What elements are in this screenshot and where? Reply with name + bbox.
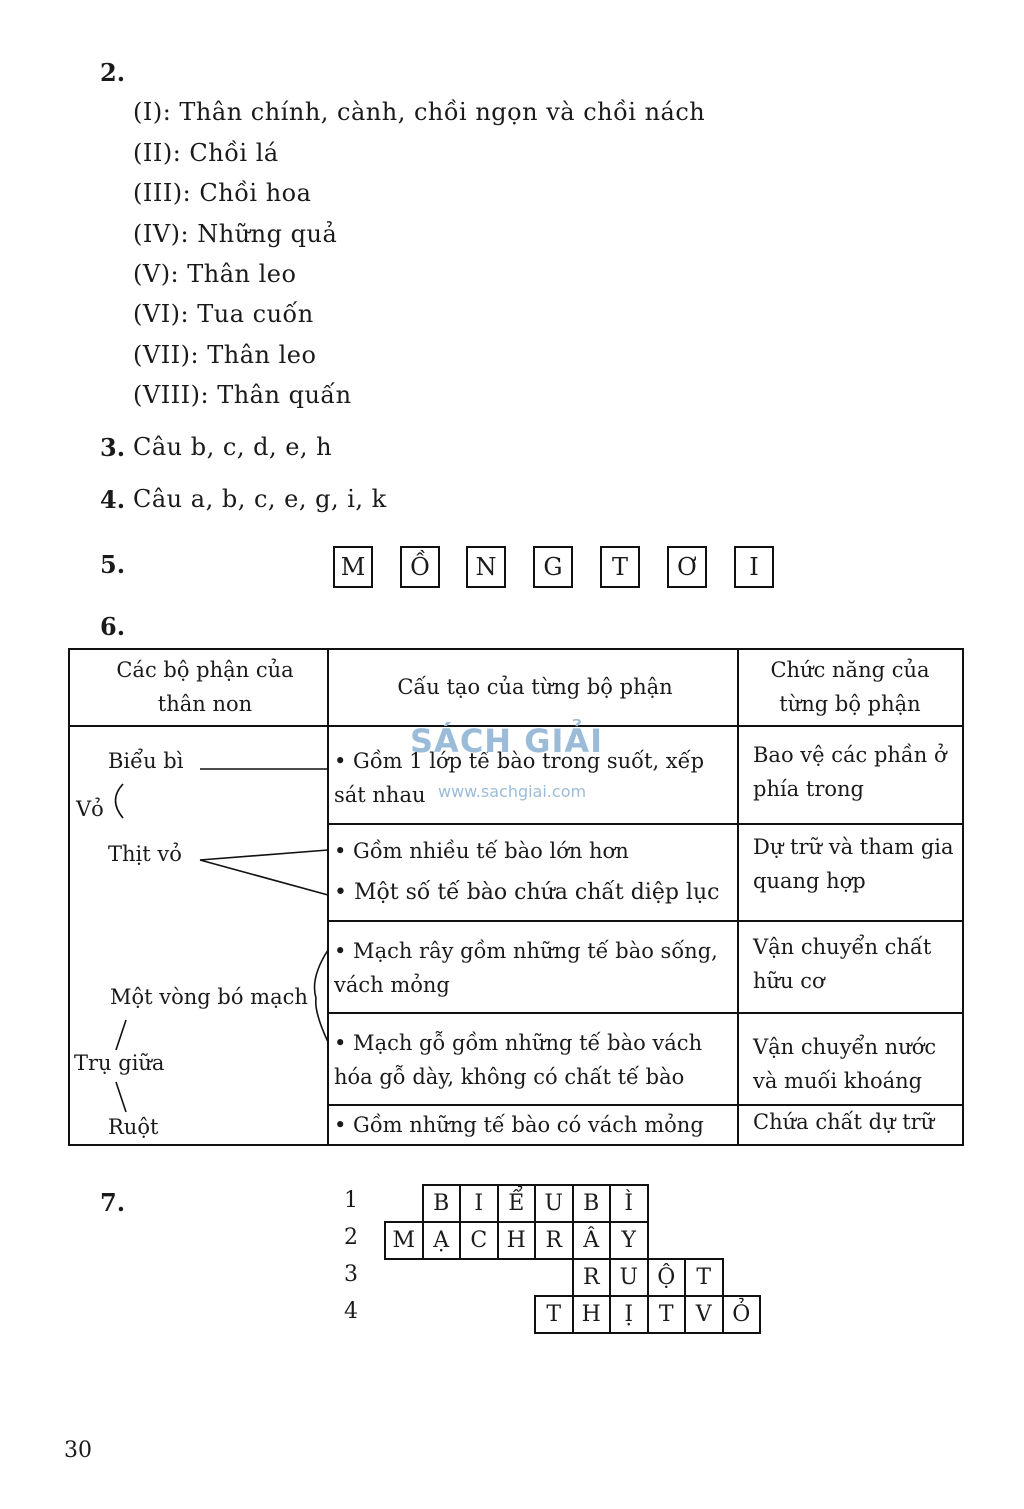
crossword-cell: B — [422, 1184, 462, 1223]
structure-ruot: • Gồm những tế bào có vách mỏng — [334, 1113, 704, 1137]
q2-line-2: (II): Chồi lá — [133, 139, 279, 167]
q2-line-8: (VIII): Thân quấn — [133, 381, 352, 409]
question-3-number: 3. — [100, 433, 126, 462]
crossword-cell: Â — [572, 1221, 612, 1260]
crossword-cell: Y — [609, 1221, 649, 1260]
header-function: Chức năng của từng bộ phận — [770, 658, 930, 716]
structure-mach-ray: • Mạch rây gồm những tế bào sống, vách mỏng — [334, 939, 718, 997]
q2-line-6: (VI): Tua cuốn — [133, 300, 314, 328]
crossword-cell: H — [497, 1221, 537, 1260]
question-7-number: 7. — [100, 1188, 126, 1217]
watermark-brand: SÁCH GIẢI — [410, 722, 604, 760]
question-4-number: 4. — [100, 485, 126, 514]
q5-letter-box: M — [333, 546, 373, 588]
q2-line-1: (I): Thân chính, cành, chồi ngọn và chồi nách — [133, 98, 706, 126]
crossword-cell: T — [684, 1258, 724, 1297]
structure-mach-go: • Mạch gỗ gồm những tế bào vách hóa gỗ dày, không có chất tế bào — [334, 1031, 703, 1089]
header-parts: Các bộ phận của thân non — [116, 658, 294, 716]
question-5-number: 5. — [100, 550, 126, 579]
q2-line-3: (III): Chồi hoa — [133, 179, 312, 207]
function-ruot: Chứa chất dự trữ — [753, 1110, 935, 1134]
crossword-cell: V — [684, 1295, 724, 1334]
crossword-row-number: 1 — [344, 1188, 358, 1213]
structure-thit-vo-2: • Một số tế bào chứa chất diệp lục — [334, 880, 720, 905]
q4-answer: Câu a, b, c, e, g, i, k — [133, 485, 387, 513]
crossword-cell: R — [572, 1258, 612, 1297]
q5-letter-box: I — [734, 546, 774, 588]
crossword-cell: Ộ — [647, 1258, 687, 1297]
page-number: 30 — [64, 1438, 92, 1463]
part-bo-mach: Một vòng bó mạch — [110, 985, 308, 1009]
q5-letter-box: Ơ — [667, 546, 707, 588]
function-bieu-bi: Bao vệ các phần ở phía trong — [753, 743, 947, 801]
crossword-cell: U — [609, 1258, 649, 1297]
q5-letter-box: G — [533, 546, 573, 588]
q2-line-5: (V): Thân leo — [133, 260, 297, 288]
crossword-cell: I — [459, 1184, 499, 1223]
part-bieu-bi: Biểu bì — [108, 749, 184, 773]
part-ruot: Ruột — [108, 1115, 159, 1139]
q5-letter-box: N — [466, 546, 506, 588]
header-structure: Cấu tạo của từng bộ phận — [397, 675, 673, 699]
structure-thit-vo-1: • Gồm nhiều tế bào lớn hơn — [334, 839, 629, 863]
q5-letter-box: Ồ — [400, 546, 440, 588]
crossword-cell: Ị — [609, 1295, 649, 1334]
question-6-number: 6. — [100, 612, 126, 641]
crossword-cell: C — [459, 1221, 499, 1260]
structure-bieu-bi: • Gồm 1 lớp tế bào trong suốt, xếp sát nhau — [334, 749, 705, 807]
crossword-cell: T — [647, 1295, 687, 1334]
crossword-cell: T — [534, 1295, 574, 1334]
crossword-row-number: 4 — [344, 1299, 358, 1324]
function-mach-ray: Vận chuyển chất hữu cơ — [753, 935, 932, 993]
crossword-row-number: 2 — [344, 1225, 358, 1250]
crossword-cell: H — [572, 1295, 612, 1334]
crossword-cell: M — [384, 1221, 424, 1260]
function-mach-go: Vận chuyển nước và muối khoáng — [753, 1035, 937, 1093]
crossword-cell: R — [534, 1221, 574, 1260]
q5-letter-box: T — [600, 546, 640, 588]
part-tru-giua: Trụ giữa — [74, 1051, 165, 1075]
crossword-cell: B — [572, 1184, 612, 1223]
crossword-cell: Ì — [609, 1184, 649, 1223]
crossword-cell: Ỏ — [722, 1295, 762, 1334]
q3-answer: Câu b, c, d, e, h — [133, 433, 333, 461]
crossword-row-number: 3 — [344, 1262, 358, 1287]
q2-line-7: (VII): Thân leo — [133, 341, 317, 369]
q2-line-4: (IV): Những quả — [133, 220, 338, 248]
question-2-number: 2. — [100, 58, 126, 87]
part-vo: Vỏ — [76, 797, 104, 821]
function-thit-vo: Dự trữ và tham gia quang hợp — [753, 835, 954, 893]
crossword-cell: Ể — [497, 1184, 537, 1223]
crossword-cell: U — [534, 1184, 574, 1223]
part-thit-vo: Thịt vỏ — [108, 842, 182, 866]
watermark-url: www.sachgiai.com — [438, 782, 587, 801]
crossword-cell: Ạ — [422, 1221, 462, 1260]
